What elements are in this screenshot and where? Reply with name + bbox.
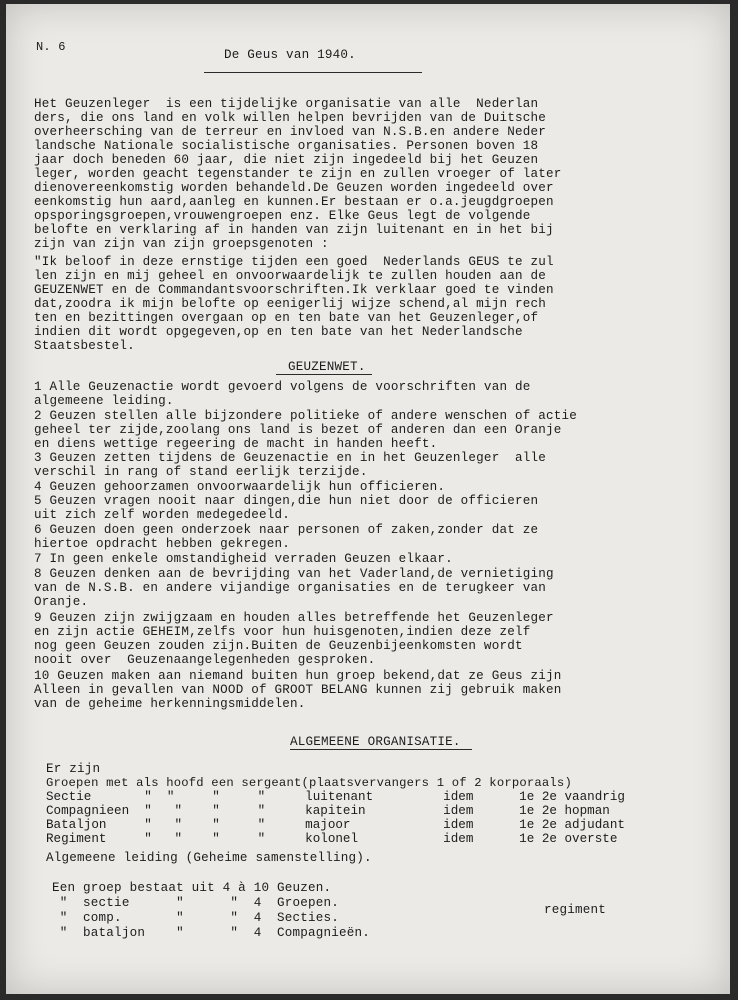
intro-line: eenkomstig hun aard,aanleg en kunnen.Er bestaan er o.a.jeugdgroepen <box>34 195 554 209</box>
intro-line: Het Geuzenleger is een tijdelijke organisatie van alle Nederlan <box>34 97 539 111</box>
wet-line: nog geen Geuzen zouden zijn.Buiten de Geuzenbijeenkomsten wordt <box>34 639 523 653</box>
org-idem: idem <box>443 804 474 818</box>
wet-line: 8 Geuzen denken aan de bevrijding van het Vaderland,de vernietiging <box>34 567 554 581</box>
wet-line: 9 Geuzen zijn zwijgzaam en houden alles betreffende het Geuzenleger <box>34 611 554 625</box>
wet-line: 4 Geuzen gehoorzamen onvoorwaardelijk hun officieren. <box>34 480 446 494</box>
wet-line: van de geheime herkenningsmiddelen. <box>34 697 306 711</box>
org-rank: kolonel <box>305 832 359 846</box>
intro-line: jaar doch beneden 60 jaar, die niet zijn ingedeeld bij het Geuzen <box>34 153 539 167</box>
org-rank: kapitein <box>305 804 366 818</box>
wet-line: Oranje. <box>34 595 89 609</box>
geuzenwet-heading: GEUZENWET. <box>288 360 366 374</box>
wet-line: 2 Geuzen stellen alle bijzondere politieke of andere wenschen of actie <box>34 409 578 423</box>
composition-side-note: regiment <box>544 903 607 917</box>
intro-line: dat,zoodra ik mijn belofte op eenigerlij wijze schend,al mijn rech <box>34 297 546 311</box>
org-leadership: Algemeene leiding (Geheime samenstelling). <box>46 851 372 865</box>
table-row <box>46 818 625 832</box>
org-unit: Regiment <box>46 832 107 846</box>
org-ditto: " " " " <box>129 790 266 804</box>
org-rank: majoor <box>305 818 351 832</box>
wet-line: verschil in rang of stand eerlijk terzijde. <box>34 465 368 479</box>
intro-line: dienovereenkomstig worden behandeld.De Geuzen worden ingedeeld over <box>34 181 554 195</box>
wet-line: geheel ter zijde,zoolang ons land is bezet of anderen dan een Oranje <box>34 423 562 437</box>
org-unit: Sectie <box>46 790 92 804</box>
intro-line: opsporingsgroepen,vrouwengroepen enz. Elke Geus legt de volgende <box>34 209 531 223</box>
document-number: N. 6 <box>36 40 66 54</box>
title-underline <box>204 72 422 73</box>
org-deputy: 1e 2e hopman <box>519 804 610 818</box>
intro-line: belofte en verklaring af in handen van zijn luitenant en in het bij <box>34 223 554 237</box>
intro-line: ten en bezittingen overgaan op en ten bate van het Geuzenleger,of <box>34 311 539 325</box>
organisation-table <box>46 790 625 846</box>
org-ditto: " " " " <box>129 832 266 846</box>
org-idem: idem <box>443 790 474 804</box>
wet-line: 5 Geuzen vragen nooit naar dingen,die hun niet door de officieren <box>34 494 539 508</box>
intro-line: zijn van zijn van zijn groepsgenoten : <box>34 237 329 251</box>
wet-line: 6 Geuzen doen geen onderzoek naar personen of zaken,zonder dat ze <box>34 523 539 537</box>
wet-line: Alleen in gevallen van NOOD of GROOT BELANG kunnen zij gebruik maken <box>34 683 562 697</box>
org-row-groepen: Groepen met als hoofd een sergeant(plaatsvervangers 1 of 2 korporaals) <box>46 776 572 790</box>
wet-line: algemeene leiding. <box>34 394 174 408</box>
org-idem: idem <box>443 832 474 846</box>
org-deputy: 1e 2e vaandrig <box>519 790 625 804</box>
table-row <box>46 804 625 818</box>
intro-line: overheersching van de terreur en invloed van N.S.B.en andere Neder <box>34 125 546 139</box>
composition-line: Een groep bestaat uit 4 à 10 Geuzen. <box>52 881 332 895</box>
wet-line: uit zich zelf worden medegedeeld. <box>34 508 290 522</box>
org-ditto: " " " " <box>129 818 266 832</box>
wet-line: en zijn actie GEHEIM,zelfs voor hun huisgenoten,indien deze zelf <box>34 625 531 639</box>
organisatie-heading: ALGEMEENE ORGANISATIE. <box>290 735 461 749</box>
org-idem: idem <box>443 818 474 832</box>
composition-line: " sectie " " 4 Groepen. <box>52 896 340 910</box>
wet-line: 10 Geuzen maken aan niemand buiten hun groep bekend,dat ze Geus zijn <box>34 669 562 683</box>
intro-line: leger, worden geacht tegenstander te zijn en zullen vroeger of later <box>34 167 562 181</box>
org-unit: Compagnieen <box>46 804 130 818</box>
intro-line: "Ik beloof in deze ernstige tijden een goed Nederlands GEUS te zul <box>34 255 554 269</box>
intro-line: landsche Nationale socialistische organisaties. Personen boven 18 <box>34 139 539 153</box>
org-deputy: 1e 2e overste <box>519 832 618 846</box>
intro-line: GEUZENWET en de Commandantsvoorschriften.Ik verklaar goed te vinden <box>34 283 554 297</box>
wet-line: hiertoe opdracht hebben gekregen. <box>34 537 290 551</box>
table-row <box>46 832 625 846</box>
document-title: De Geus van 1940. <box>224 48 356 62</box>
wet-line: 3 Geuzen zetten tijdens de Geuzenactie en in het Geuzenleger alle <box>34 451 546 465</box>
intro-line: Staatsbestel. <box>34 339 135 353</box>
org-unit: Bataljon <box>46 818 107 832</box>
org-intro: Er zijn <box>46 762 101 776</box>
wet-line: van de N.S.B. en andere vijandige organisaties en de terugkeer van <box>34 581 546 595</box>
intro-line: len zijn en mij geheel en onvoorwaardelijk te zullen houden aan de <box>34 269 546 283</box>
intro-line: ders, die ons land en volk willen helpen bevrijden van de Duitsche <box>34 111 546 125</box>
wet-line: en diens wettige regeering de macht in handen heeft. <box>34 437 438 451</box>
wet-line: nooit over Geuzenaangelegenheden gesproken. <box>34 653 376 667</box>
org-deputy: 1e 2e adjudant <box>519 818 625 832</box>
intro-line: indien dit wordt opgegeven,op en ten bate van het Nederlandsche <box>34 325 523 339</box>
organisatie-underline <box>290 749 472 750</box>
org-ditto: " " " " <box>129 804 266 818</box>
document-page <box>6 4 730 994</box>
wet-line: 7 In geen enkele omstandigheid verraden Geuzen elkaar. <box>34 552 453 566</box>
geuzenwet-underline <box>276 374 372 375</box>
composition-line: " comp. " " 4 Secties. <box>52 911 340 925</box>
org-rank: luitenant <box>305 790 374 804</box>
composition-line: " bataljon " " 4 Compagnieën. <box>52 926 371 940</box>
table-row <box>46 790 625 804</box>
wet-line: 1 Alle Geuzenactie wordt gevoerd volgens de voorschriften van de <box>34 380 531 394</box>
